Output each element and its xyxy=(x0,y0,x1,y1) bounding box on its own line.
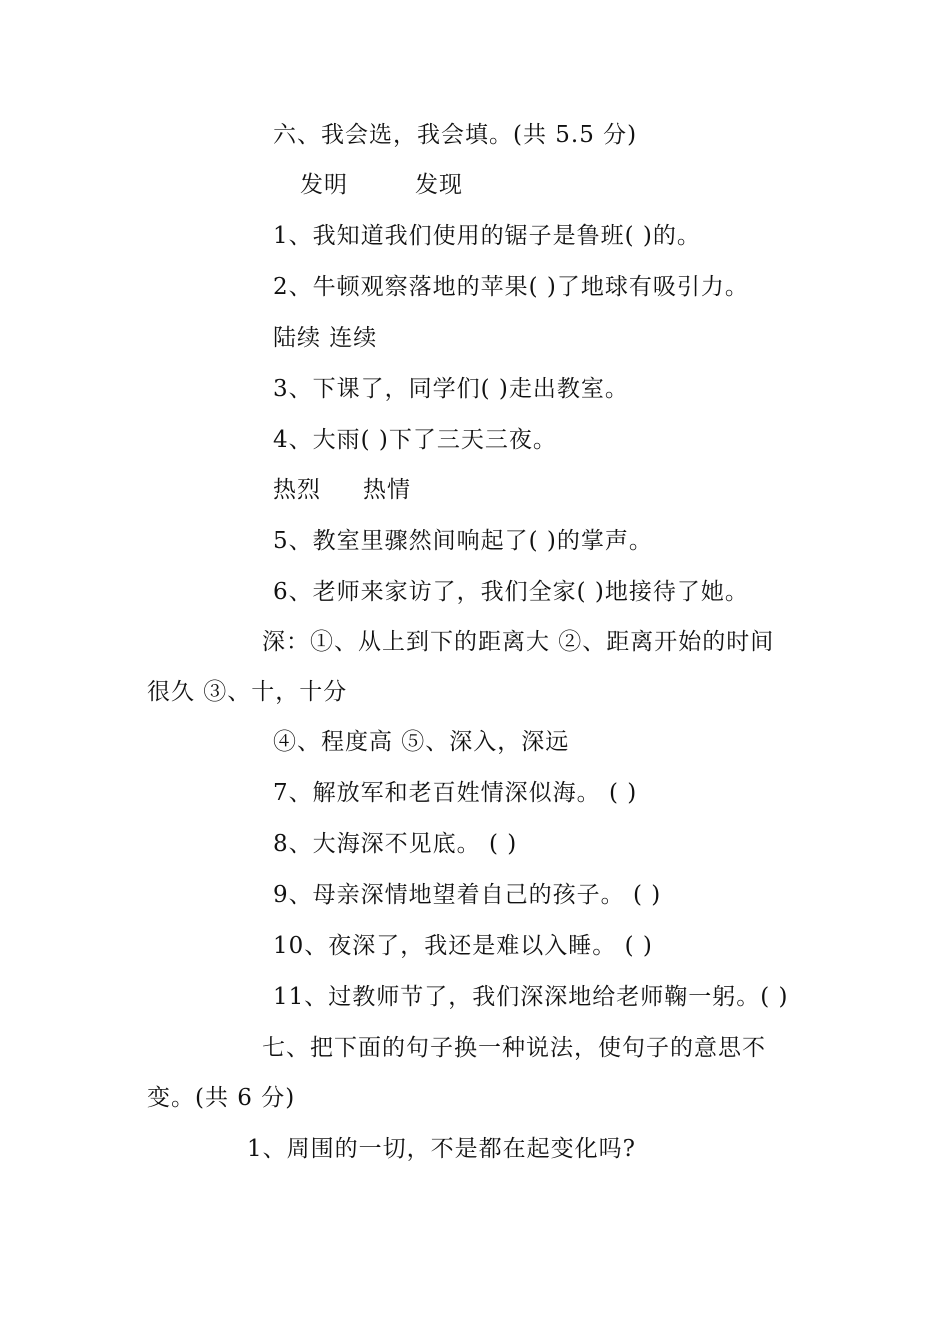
deep-definition-line-1: 深：①、从上到下的距离大 ②、距离开始的时间 xyxy=(262,629,775,655)
question-6: 6、老师来家访了，我们全家( )地接待了她。 xyxy=(273,579,749,605)
question-11: 11、过教师节了，我们深深地给老师鞠一躬。( ) xyxy=(273,984,789,1010)
section-7-heading-line-2: 变。(共 6 分) xyxy=(147,1085,296,1111)
question-10: 10、夜深了，我还是难以入睡。 ( ) xyxy=(273,933,653,959)
question-1: 1、我知道我们使用的锯子是鲁班( )的。 xyxy=(273,223,701,249)
question-4: 4、大雨( )下了三天三夜。 xyxy=(273,427,557,453)
word-choice-group-2: 陆续 连续 xyxy=(273,325,378,351)
question-8: 8、大海深不见底。 ( ) xyxy=(273,831,518,857)
question-7: 7、解放军和老百姓情深似海。 ( ) xyxy=(273,780,638,806)
section-7-heading-line-1: 七、把下面的句子换一种说法，使句子的意思不 xyxy=(262,1035,766,1061)
deep-definition-line-2: 很久 ③、十，十分 xyxy=(147,679,348,705)
word-choice-relie: 热烈 xyxy=(273,477,321,503)
question-3: 3、下课了，同学们( )走出教室。 xyxy=(273,376,629,402)
word-choice-faming: 发明 xyxy=(300,172,348,198)
deep-definition-line-3: ④、程度高 ⑤、深入，深远 xyxy=(273,729,570,755)
question-2: 2、牛顿观察落地的苹果( )了地球有吸引力。 xyxy=(273,274,749,300)
section-6-heading: 六、我会选，我会填。(共 5.5 分) xyxy=(273,122,638,148)
question-9: 9、母亲深情地望着自己的孩子。 ( ) xyxy=(273,882,662,908)
section-7-question-1: 1、周围的一切，不是都在起变化吗? xyxy=(247,1136,636,1162)
question-5: 5、教室里骤然间响起了( )的掌声。 xyxy=(273,528,653,554)
word-choice-faxian: 发现 xyxy=(415,172,463,198)
word-choice-reqing: 热情 xyxy=(363,477,411,503)
